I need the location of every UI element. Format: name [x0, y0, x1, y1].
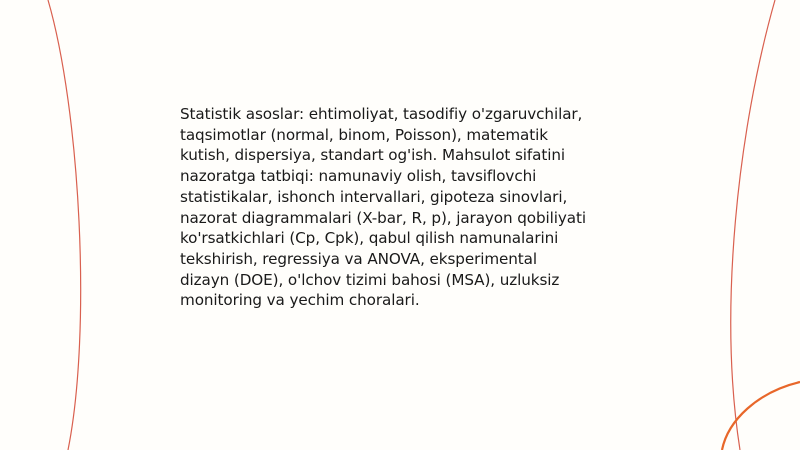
right-curve	[731, 0, 775, 450]
left-curve	[48, 0, 81, 450]
slide-body-text: Statistik asoslar: ehtimoliyat, tasodifiy o'zgaruvchilar, taqsimotlar (normal, binom, Poisson), matematik kutish, dispersiya, standart og'ish. Mahsulot sifatini nazoratga tatbiqi: namunaviy olish, tavsiflovchi statistikalar, ishonch intervallari, gipoteza sinovlari, nazorat diagrammalari (X-bar, R, p), jarayon qobiliyati ko'rsatkichlari (Cp, Cpk), qabul qilish namunalarini tekshirish, regressiya va ANOVA, eksperimental dizayn (DOE), o'lchov tizimi bahosi (MSA), uzluksiz monitoring va yechim choralari.	[180, 105, 586, 310]
